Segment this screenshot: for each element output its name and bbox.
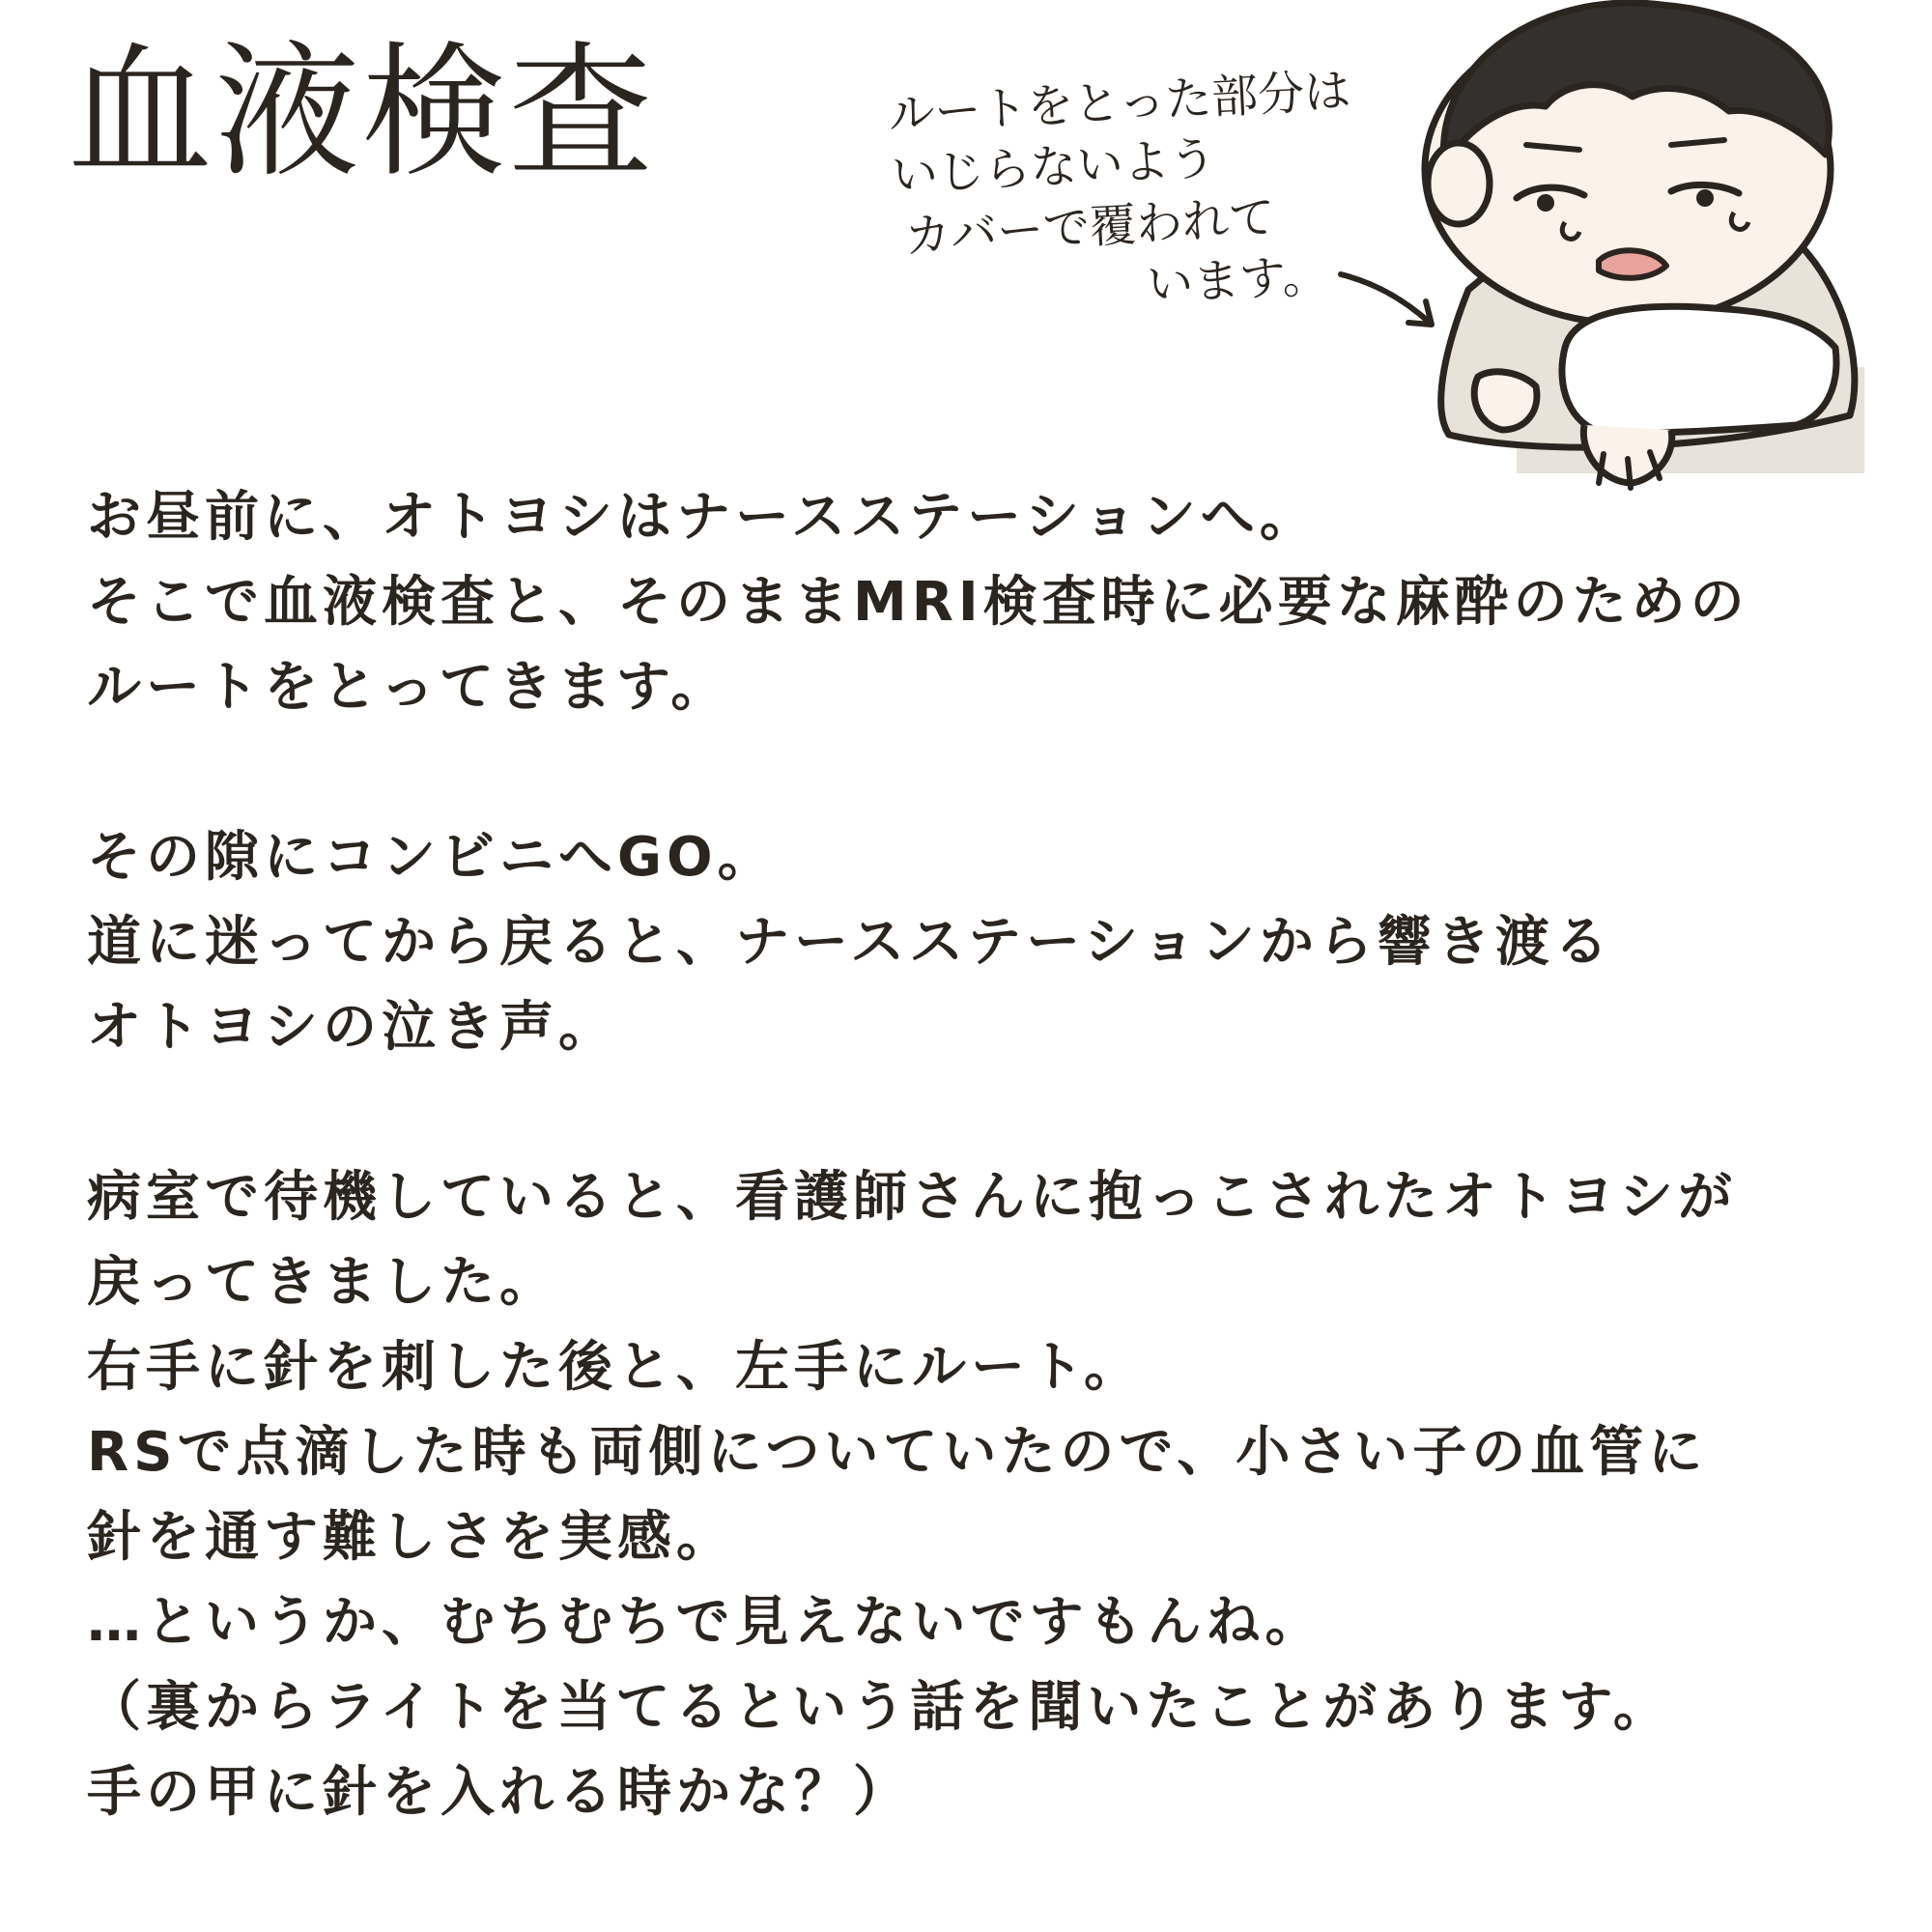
text-line: 手の甲に針を入れる時かな？） [87, 1761, 912, 1824]
child-left-hand [1474, 372, 1537, 430]
text-line: 右手に針を刺した後と、左手にルート。 [87, 1336, 1143, 1399]
page-title: 血液検査 [68, 29, 656, 197]
text-line: オトヨシの泣き声。 [87, 996, 617, 1059]
paragraph [87, 475, 1903, 730]
text-line: 道に迷ってから戻ると、ナースステーションから響き渡る [87, 911, 1613, 974]
text-line: 針を通す難しさを実感。 [87, 1506, 735, 1569]
note-line: カバーで覆われて [902, 189, 1277, 264]
text-line: 病室で待機していると、看護師さんに抱っこされたオトヨシが [87, 1166, 1737, 1229]
text-line: RSで点滴した時も両側についていたので、小さい子の血管に [87, 1421, 1708, 1484]
bandaged-arm [1562, 306, 1836, 433]
paragraph [87, 815, 1903, 1070]
child-ear [1428, 143, 1490, 224]
child-illustration [1410, 0, 1893, 522]
text-line: …というか、むちむちで見えないですもんね。 [87, 1591, 1324, 1654]
paragraph [87, 1155, 1903, 1835]
text-line: その隙にコンビニへGO。 [87, 826, 777, 889]
text-line: 戻ってきました。 [87, 1251, 558, 1314]
body-text [87, 475, 1903, 1835]
text-line: そこで血液検査と、そのままMRI検査時に必要な麻酔のための [87, 571, 1749, 634]
child-mouth [1599, 250, 1666, 277]
note-line: います。 [1145, 248, 1330, 313]
text-line: ルートをとってきます。 [87, 656, 730, 719]
note-line: ルートをとった部分は [887, 63, 1352, 142]
text-line: （裏からライトを当てるという話を聞いたことがあります。 [87, 1676, 1672, 1739]
note-line: いじらないよう [890, 131, 1217, 204]
text-line: お昼前に、オトヨシはナースステーションへ。 [87, 486, 1319, 549]
